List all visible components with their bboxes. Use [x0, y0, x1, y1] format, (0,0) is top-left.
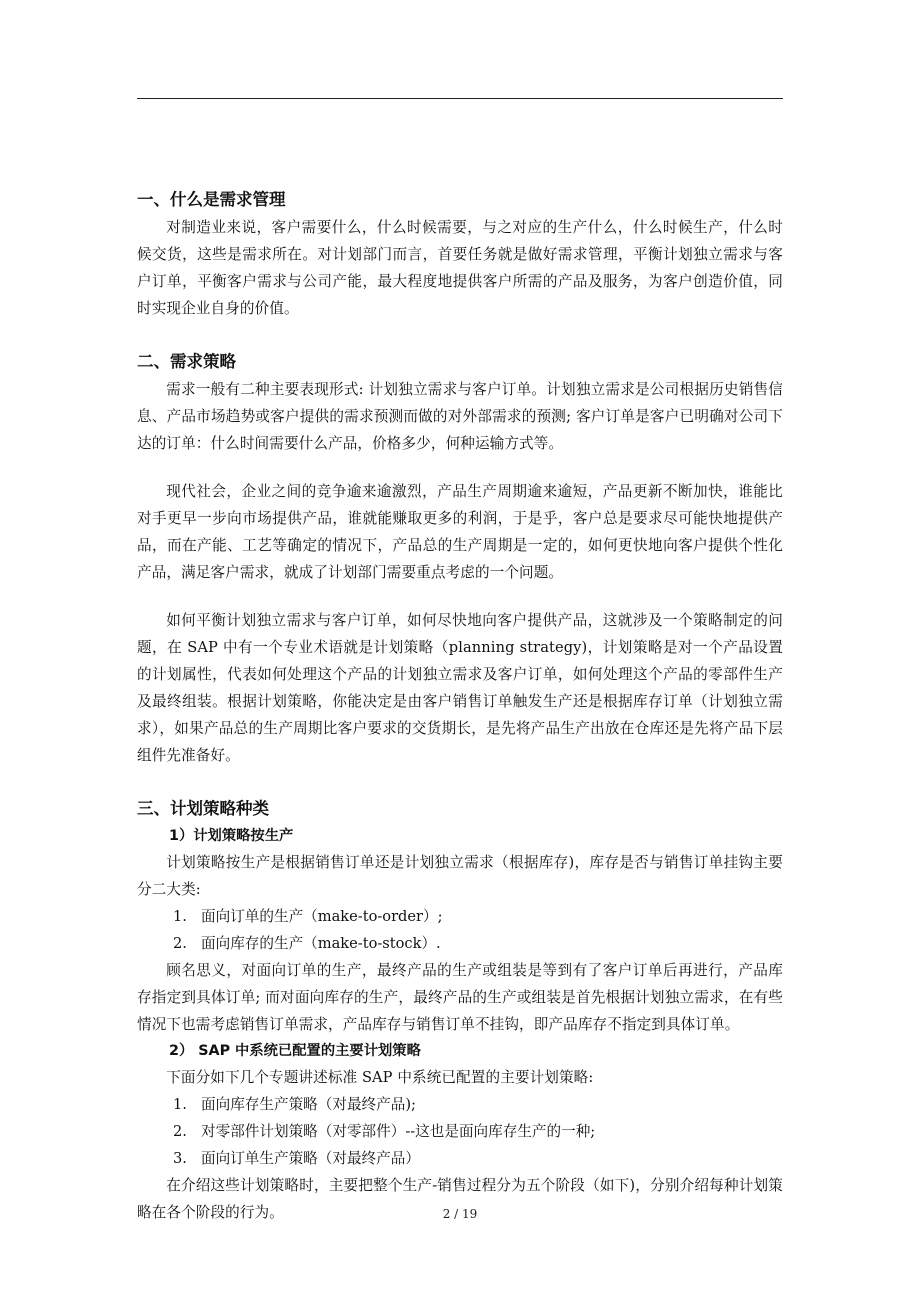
subsection-1-paragraph-2: 顾名思义，对面向订单的生产，最终产品的生产或组装是等到有了客户订单后再进行，产品库存指定到具体订单; 而对面向库存的生产，最终产品的生产或组装是首先根据计划独立需求，在有些情况下也需考虑销售订单需求，产品库存与销售订单不挂钩，即产品库存不指定到具体订单。 [137, 962, 783, 1033]
list-item-text: 对零部件计划策略（对零部件）--这也是面向库存生产的一种; [201, 1123, 596, 1140]
subsection-2-paragraph-2: 在介绍这些计划策略时，主要把整个生产-销售过程分为五个阶段（如下)，分别介绍每种计划策略在各个阶段的行为。 [137, 1177, 783, 1221]
section-1-paragraph: 对制造业来说，客户需要什么，什么时候需要，与之对应的生产什么，什么时候生产，什么时候交货，这些是需求所在。对计划部门而言，首要任务就是做好需求管理，平衡计划独立需求与客户订单，平衡客户需求与公司产能，最大程度地提供客户所需的产品及服务，为客户创造价值，同时实现企业自身的价值。 [137, 219, 783, 317]
subsection-1-paragraph-1: 计划策略按生产是根据销售订单还是计划独立需求（根据库存)，库存是否与销售订单挂钩主要分二大类: [137, 854, 783, 898]
subsection-2-heading: 2） SAP 中系统已配置的主要计划策略 [169, 1043, 421, 1059]
section-2-heading: 二、需求策略 [137, 352, 236, 371]
list-item-number: 2. [173, 1123, 187, 1140]
list-item-text: 面向库存生产策略（对最终产品); [201, 1096, 416, 1113]
header-rule [137, 98, 783, 99]
list-item [137, 1091, 783, 1118]
section-1-heading: 一、什么是需求管理 [137, 190, 286, 209]
section-3-heading: 三、计划策略种类 [137, 799, 269, 818]
list-item-text: 面向库存的生产（make-to-stock）. [201, 935, 441, 952]
subsection-2-paragraph-1: 下面分如下几个专题讲述标准 SAP 中系统已配置的主要计划策略: [166, 1069, 594, 1086]
subsection-1-heading: 1）计划策略按生产 [169, 828, 294, 844]
list-item-text: 面向订单的生产（make-to-order）; [201, 908, 443, 925]
list-item [137, 1145, 783, 1172]
list-item-number: 3. [173, 1150, 187, 1167]
list-item [137, 930, 783, 957]
section-2-paragraph-2: 现代社会，企业之间的竞争逾来逾激烈，产品生产周期逾来逾短，产品更新不断加快，谁能比对手更早一步向市场提供产品，谁就能赚取更多的利润，于是乎，客户总是要求尽可能快地提供产品，而在产能、工艺等确定的情况下，产品总的生产周期是一定的，如何更快地向客户提供个性化产品，满足客户需求，就成了计划部门需要重点考虑的一个问题。 [137, 483, 783, 581]
list-item-text: 面向订单生产策略（对最终产品） [201, 1150, 420, 1167]
list-item [137, 903, 783, 930]
page-number: 2 / 19 [442, 1207, 478, 1221]
list-item-number: 1. [173, 1096, 187, 1113]
section-2-paragraph-3: 如何平衡计划独立需求与客户订单，如何尽快地向客户提供产品，这就涉及一个策略制定的问题，在 SAP 中有一个专业术语就是计划策略（planning strategy)，计划策略是对一个产品设置的计划属性，代表如何处理这个产品的计划独立需求及客户订单，如何处理这个产品的零部件生产及最终组装。根据计划策略，你能决定是由客户销售订单触发生产还是根据库存订单（计划独立需求），如果产品总的生产周期比客户要求的交货期长，是先将产品生产出放在仓库还是先将产品下层组件先准备好。 [137, 612, 783, 764]
list-item-number: 1. [173, 908, 187, 925]
page-content [137, 186, 783, 1226]
list-item-number: 2. [173, 935, 187, 952]
list-item [137, 1118, 783, 1145]
section-2-paragraph-1: 需求一般有二种主要表现形式: 计划独立需求与客户订单。计划独立需求是公司根据历史销售信息、产品市场趋势或客户提供的需求预测而做的对外部需求的预测; 客户订单是客户已明确对公司下达的订单：什么时间需要什么产品，价格多少，何种运输方式等。 [137, 381, 783, 452]
